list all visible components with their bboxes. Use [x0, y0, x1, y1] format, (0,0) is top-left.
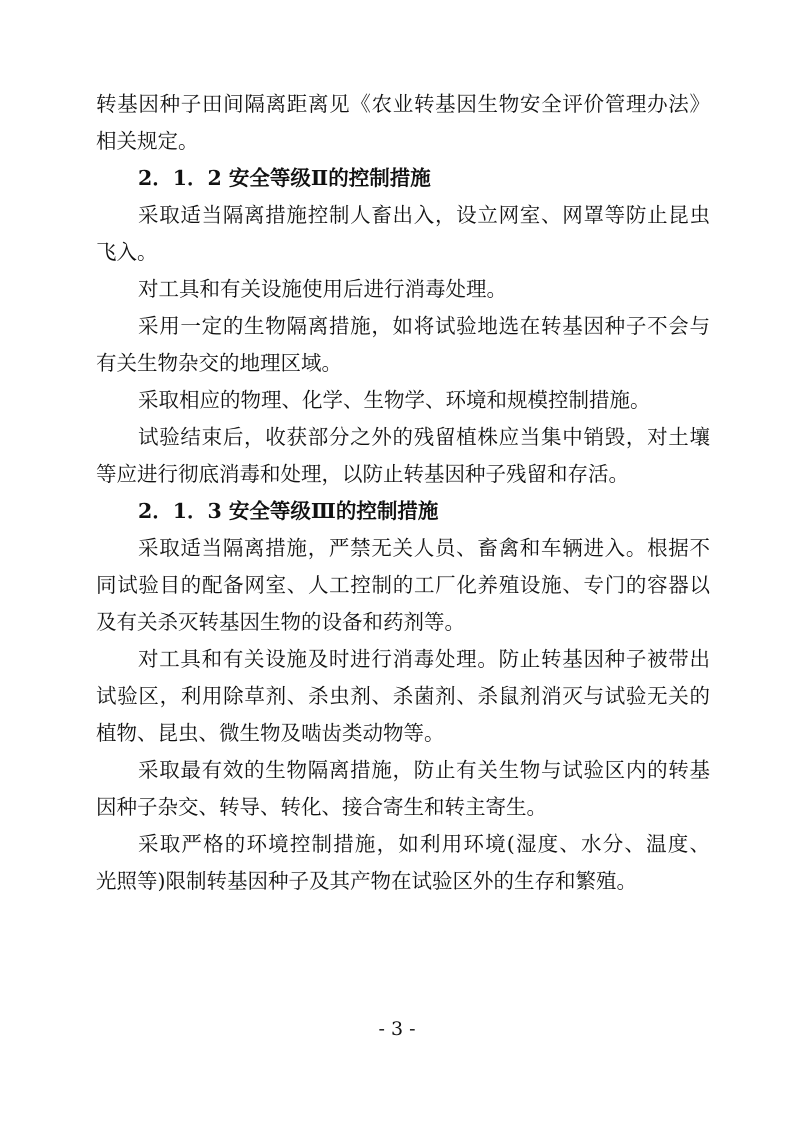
body-text-line: 因种子杂交、转导、转化、接合寄生和转主寄生。 — [96, 795, 547, 819]
section-heading: 2．1．2 安全等级Ⅱ的控制措施 — [138, 166, 431, 190]
body-text-line: 飞入。 — [96, 240, 158, 264]
body-text-line: 试验区，利用除草剂、杀虫剂、杀菌剂、杀鼠剂消灭与试验无关的 — [96, 684, 710, 708]
paragraph-first-line: 采取相应的物理、化学、生物学、环境和规模控制措施。 — [138, 388, 651, 412]
paragraph-first-line: 采取适当隔离措施，严禁无关人员、畜禽和车辆进入。根据不 — [138, 536, 710, 560]
section-heading: 2．1．3 安全等级Ⅲ的控制措施 — [138, 499, 439, 523]
body-text-line: 有关生物杂交的地理区域。 — [96, 351, 342, 375]
body-text-line: 光照等)限制转基因种子及其产物在试验区外的生存和繁殖。 — [96, 869, 637, 893]
body-text-line: 相关规定。 — [96, 129, 199, 153]
body-text-line: 同试验目的配备网室、人工控制的工厂化养殖设施、专门的容器以 — [96, 573, 710, 597]
page-number: - 3 - — [378, 1018, 416, 1040]
paragraph-first-line: 试验结束后，收获部分之外的残留植株应当集中销毁，对土壤 — [138, 425, 710, 449]
body-text-line: 转基因种子田间隔离距离见《农业转基因生物安全评价管理办法》 — [96, 92, 710, 116]
paragraph-first-line: 对工具和有关设施使用后进行消毒处理。 — [138, 277, 507, 301]
body-text-line: 植物、昆虫、微生物及啮齿类动物等。 — [96, 721, 445, 745]
document-body — [96, 86, 710, 900]
paragraph-first-line: 采用一定的生物隔离措施，如将试验地选在转基因种子不会与 — [138, 314, 710, 338]
paragraph-first-line: 采取最有效的生物隔离措施，防止有关生物与试验区内的转基 — [138, 758, 710, 782]
body-text-line: 等应进行彻底消毒和处理，以防止转基因种子残留和存活。 — [96, 462, 629, 486]
paragraph-first-line: 对工具和有关设施及时进行消毒处理。防止转基因种子被带出 — [138, 647, 710, 671]
paragraph-first-line: 采取严格的环境控制措施，如利用环境(湿度、水分、温度、 — [138, 832, 710, 856]
paragraph-first-line: 采取适当隔离措施控制人畜出入，设立网室、网罩等防止昆虫 — [138, 203, 710, 227]
body-text-line: 及有关杀灭转基因生物的设备和药剂等。 — [96, 610, 465, 634]
